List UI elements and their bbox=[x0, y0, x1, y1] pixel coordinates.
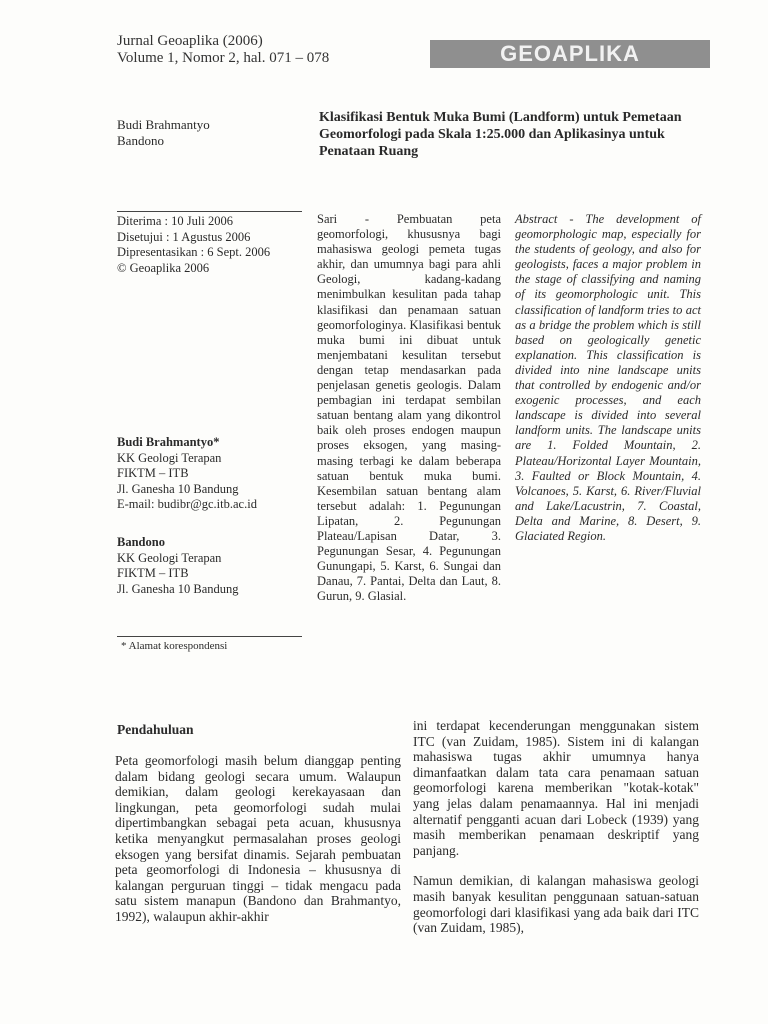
author-name: Budi Brahmantyo bbox=[117, 117, 210, 132]
sari-abstract: Sari - Pembuatan peta geomorfologi, khususnya bagi mahasiswa geologi pemeta tugas akhir, dan umumnya bagi para ahli Geologi, kadang-kadang menimbulkan kesulitan pada tahap klasifikasi dan penamaan satuan geomorfologinya. Klasifikasi bentuk muka bumi ini dibuat untuk menjembatani kesulitan tersebut dengan tetap mendasarkan pada penjelasan genetis geologis. Dalam pembagian ini terdapat sembilan satuan bentang alam yang dikontrol baik oleh proses endogen maupun proses eksogen, yang masing-masing terbagi ke dalam beberapa satuan bentuk muka bumi. Kesembilan satuan bentang alam tersebut adalah: 1. Pegunungan Lipatan, 2. Pegunungan Plateau/Lapisan Datar, 3. Pegunungan Sesar, 4. Pegunungan Gunungapi, 5. Karst, 6. Sungai dan Danau, 7. Pantai, Delta dan Laut, 8. Gurun, 9. Glasial. bbox=[317, 212, 501, 604]
affiliation-line: KK Geologi Terapan bbox=[117, 450, 222, 465]
body-paragraph: Namun demikian, di kalangan mahasiswa geologi masih banyak kesulitan penggunaan satuan-satuan geomorfologi dari klasifikasi yang ada baik dari ITC (van Zuidam, 1985), bbox=[413, 873, 699, 936]
affiliation-line: KK Geologi Terapan bbox=[117, 550, 222, 565]
correspondence-footnote: * Alamat korespondensi bbox=[121, 640, 228, 652]
affiliation-line: FIKTM – ITB bbox=[117, 566, 189, 580]
copyright: © Geoaplika 2006 bbox=[117, 260, 210, 275]
affiliation-email: E-mail: budibr@gc.itb.ac.id bbox=[117, 497, 257, 511]
received-date: Diterima : 10 Juli 2006 bbox=[117, 214, 233, 228]
journal-volume: Volume 1, Nomor 2, hal. 071 – 078 bbox=[117, 50, 330, 66]
author-list bbox=[117, 117, 210, 149]
body-paragraph: Peta geomorfologi masih belum dianggap penting dalam bidang geologi secara umum. Walaupun demikian, dalam geologi kerekayasaan dan lingkungan, peta geomorfologi sudah mulai dipertimbangkan sebagai peta acuan, khususnya ketika menyangkut permasalahan proses geologi eksogen yang bersifat dinamis. Sejarah pembuatan peta geomorfologi di Indonesia – khususnya di kalangan perguruan tinggi – tidak mengacu pada satu sistem manapun (Bandono dan Brahmantyo, 1992), walaupun akhir-akhir bbox=[115, 753, 401, 924]
affiliation-line: Jl. Ganesha 10 Bandung bbox=[117, 481, 239, 496]
submission-dates bbox=[117, 214, 270, 276]
author-name: Bandono bbox=[117, 133, 164, 148]
affiliation-block bbox=[117, 535, 239, 597]
paper-title: Klasifikasi Bentuk Muka Bumi (Landform) untuk Pemetaan Geomorfologi pada Skala 1:25.000 dan Aplikasinya untuk Penataan Ruang bbox=[319, 110, 682, 159]
accepted-date: Disetujui : 1 Agustus 2006 bbox=[117, 229, 251, 244]
affiliation-name: Budi Brahmantyo* bbox=[117, 435, 220, 449]
english-abstract: Abstract - The development of geomorphologic map, especially for the students of geology, and also for geologists, faces a major problem in the stage of classifying and naming of its geomorphologic unit. This classification of landform tries to act as a bridge the problem which is still based on geologically genetic explanation. This classification is divided into nine landscape units that controlled by endogenic and/or exogenic processes, and each landscape is divided into several landform units. The landscape units are 1. Folded Mountain, 2. Plateau/Horizontal Layer Mountain, 3. Faulted or Block Mountain, 4. Volcanoes, 5. Karst, 6. River/Fluvial and Lake/Lacustrin, 7. Coastal, Delta and Marine, 8. Desert, 9. Glaciated Region. bbox=[515, 212, 701, 543]
body-paragraph: ini terdapat kecenderungan menggunakan sistem ITC (van Zuidam, 1985). Sistem ini di kalangan mahasiswa tugas akhir umumnya hanya dimanfaatkan dalam tata cara penamaan satuan geomorfologi karena memberikan "kotak-kotak" yang jelas dalam penamaannya. Hal ini menjadi alternatif pengganti acuan dari Lobeck (1939) yang masih memberikan penamaan deskriptif yang panjang. bbox=[413, 718, 699, 858]
affiliation-line: FIKTM – ITB bbox=[117, 466, 189, 480]
body-column-left bbox=[115, 753, 401, 925]
body-column-right bbox=[413, 718, 699, 936]
divider bbox=[117, 636, 302, 637]
affiliation-block bbox=[117, 435, 257, 513]
journal-name: Jurnal Geoaplika (2006) bbox=[117, 33, 263, 49]
presented-date: Dipresentasikan : 6 Sept. 2006 bbox=[117, 245, 271, 260]
divider bbox=[117, 211, 302, 212]
journal-logo: GEOAPLIKA bbox=[430, 40, 710, 68]
affiliation-name: Bandono bbox=[117, 535, 165, 549]
section-heading: Pendahuluan bbox=[117, 722, 194, 737]
affiliation-line: Jl. Ganesha 10 Bandung bbox=[117, 581, 239, 596]
